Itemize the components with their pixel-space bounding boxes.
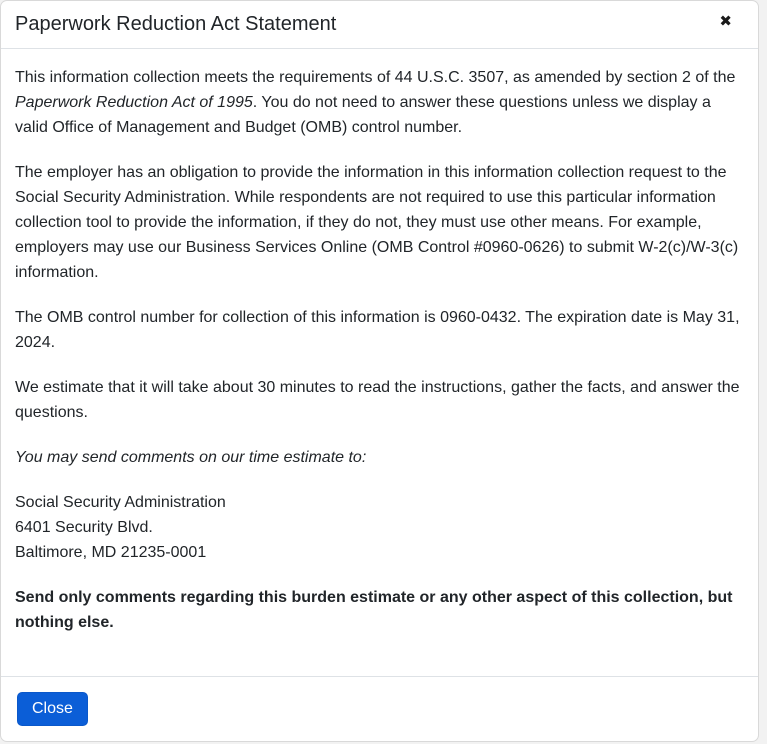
paragraph-burden-note: Send only comments regarding this burden estimate or any other aspect of this collection, but nothing else. xyxy=(15,589,733,631)
address-line-agency: Social Security Administration xyxy=(15,494,226,511)
address-line-street: 6401 Security Blvd. xyxy=(15,519,153,536)
paragraph-time-estimate: We estimate that it will take about 30 minutes to read the instructions, gather the facts, and answer the questions. xyxy=(15,379,740,421)
close-button[interactable]: Close xyxy=(17,692,88,726)
paragraph-employer-obligation: The employer has an obligation to provide the information in this information collection request to the Social Security Administration. While respondents are not required to use this particular information collection tool to provide the information, if they do not, they must use other means. For example, employers may use our Business Services Online (OMB Control #0960-0626) to submit W-2(c)/W-3(c) information. xyxy=(15,164,739,281)
paragraph-comments-intro: You may send comments on our time estimate to: xyxy=(15,449,367,466)
address-block xyxy=(15,490,742,565)
address-line-city: Baltimore, MD 21235-0001 xyxy=(15,544,207,561)
act-name-italic: Paperwork Reduction Act of 1995 xyxy=(15,94,253,111)
requirements-text-post: . You do not need to answer these questions unless we display a valid Office of Management and Budget (OMB) control number. xyxy=(15,94,711,136)
modal-body xyxy=(1,49,758,676)
paragraph-omb-control-number: The OMB control number for collection of this information is 0960-0432. The expiration date is May 31, 2024. xyxy=(15,309,740,351)
modal-footer xyxy=(1,676,758,741)
close-icon[interactable]: ✖ xyxy=(715,12,736,31)
modal-title: Paperwork Reduction Act Statement xyxy=(15,13,337,35)
paragraph-requirements xyxy=(15,65,742,140)
modal-header xyxy=(1,1,758,49)
requirements-text-pre: This information collection meets the requirements of 44 U.S.C. 3507, as amended by section 2 of the xyxy=(15,69,736,86)
